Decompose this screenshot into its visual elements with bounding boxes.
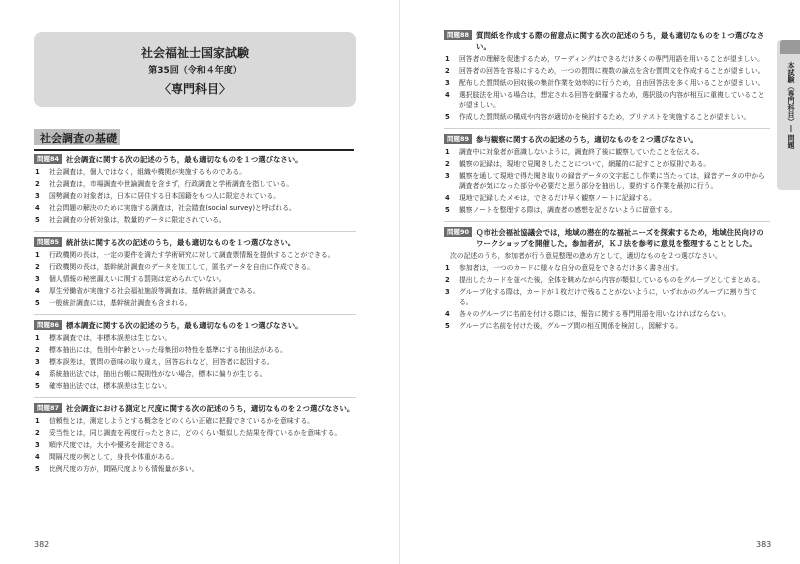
answer-option-number: 3 <box>445 288 450 296</box>
answer-option-number: 3 <box>35 441 40 449</box>
question-header <box>444 30 770 52</box>
answer-option-text: 観察を通して現地で得た聞き取りの録音データの文字起こし作業に当たっては，録音データの中から調査者が気になった部分や必要だと思う部分を抽出し，要約する作業を最初に行う。 <box>459 172 765 190</box>
answer-option <box>34 369 356 379</box>
question-number-badge: 問題90 <box>444 227 472 237</box>
answer-option-number: 3 <box>445 172 450 180</box>
answer-option <box>34 298 356 308</box>
answer-option-text: 社会調査の分析対象は，数量的データに限定されている。 <box>49 216 226 224</box>
answer-option-number: 4 <box>35 287 40 295</box>
answer-option-text: 標本誤差は，質問の意味の取り違え，回答忘れなど，回答者に起因する。 <box>49 358 274 366</box>
answer-option <box>34 262 356 272</box>
answer-option-list <box>34 250 356 308</box>
answer-option-text: 国勢調査の対象者は，日本に居住する日本国籍をもつ人に限定されている。 <box>49 192 281 200</box>
answer-option-list <box>34 416 356 474</box>
answer-option-number: 1 <box>35 251 40 259</box>
question-block <box>444 30 770 122</box>
answer-option <box>34 440 356 450</box>
answer-option <box>444 54 770 64</box>
answer-option-text: 選択肢法を用いる場合は，想定される回答を網羅するため，選択肢の内容が相互に重複していることが望ましい。 <box>459 91 765 109</box>
question-number-badge: 問題88 <box>444 30 472 40</box>
answer-option <box>444 287 770 307</box>
answer-option <box>444 112 770 122</box>
answer-option <box>34 428 356 438</box>
question-separator <box>34 231 356 232</box>
answer-option <box>34 286 356 296</box>
answer-option-text: 妥当性とは，同じ調査を再度行ったときに，どのくらい類似した結果を得ているかを意味する。 <box>49 429 342 437</box>
answer-option <box>444 321 770 331</box>
answer-option-number: 1 <box>445 264 450 272</box>
answer-option-text: 行政機関の長は，基幹統計調査のデータを加工して，匿名データを自由に作成できる。 <box>49 263 314 271</box>
question-text: 参与観察に関する次の記述のうち，適切なものを２つ選びなさい。 <box>476 135 698 144</box>
answer-option-number: 4 <box>35 453 40 461</box>
exam-title-box <box>34 32 356 107</box>
answer-option-number: 4 <box>35 204 40 212</box>
answer-option-number: 4 <box>445 194 450 202</box>
answer-option-text: 間隔尺度の例として，身長や体重がある。 <box>49 453 179 461</box>
answer-option-number: 5 <box>35 299 40 307</box>
question-separator <box>34 397 356 398</box>
answer-option-number: 3 <box>445 79 450 87</box>
question-block <box>34 237 356 308</box>
question-separator <box>34 314 356 315</box>
answer-option <box>34 250 356 260</box>
answer-option-number: 2 <box>35 180 40 188</box>
section-title: 社会調査の基礎 <box>40 132 117 145</box>
answer-option-text: 回答者の理解を促進するため，ワーディングはできるだけ多くの専門用語を用いることが望ましい。 <box>459 55 764 63</box>
answer-option-text: 各々のグループに名前を付ける際には，報告に関する専門用語を用いなければならない。 <box>459 310 731 318</box>
answer-option-number: 4 <box>35 370 40 378</box>
question-header <box>34 320 356 331</box>
section-heading <box>34 127 354 151</box>
answer-option <box>444 66 770 76</box>
answer-option-number: 2 <box>35 429 40 437</box>
right-question-column <box>444 30 770 337</box>
answer-option <box>444 147 770 157</box>
answer-option <box>34 215 356 225</box>
answer-option <box>34 167 356 177</box>
answer-option-number: 5 <box>35 382 40 390</box>
answer-option <box>34 416 356 426</box>
question-text: 統計法に関する次の記述のうち，最も適切なものを１つ選びなさい。 <box>66 238 296 247</box>
answer-option-number: 4 <box>445 310 450 318</box>
answer-option-number: 3 <box>35 358 40 366</box>
answer-option <box>444 159 770 169</box>
right-page <box>400 0 800 564</box>
answer-option-text: 観察ノートを整理する際は，調査者の感想を記さないように留意する。 <box>459 206 677 214</box>
question-header <box>444 227 770 249</box>
answer-option <box>444 275 770 285</box>
answer-option-number: 5 <box>445 322 450 330</box>
answer-option <box>444 193 770 203</box>
answer-option-number: 1 <box>35 168 40 176</box>
question-number-badge: 問題87 <box>34 403 62 413</box>
answer-option <box>34 345 356 355</box>
answer-option-text: 作成した質問紙の構成や内容が適切かを検討するため，プリテストを実施することが望ましい。 <box>459 113 751 121</box>
question-block <box>34 320 356 391</box>
answer-option <box>34 179 356 189</box>
answer-option-text: グループに名前を付けた後，グループ間の相互関係を検討し，図解する。 <box>459 322 683 330</box>
question-number-badge: 問題84 <box>34 154 62 164</box>
question-block <box>444 227 770 331</box>
left-question-column <box>34 154 356 480</box>
answer-option-text: 配布した質問紙の回収後の集計作業を効率的に行うため，自由回答法を多く用いることが望ましい。 <box>459 79 765 87</box>
question-text: 社会調査に関する次の記述のうち，最も適切なものを１つ選びなさい。 <box>66 155 303 164</box>
question-instruction: 次の記述のうち，参加者が行う意見整理の進め方として，適切なものを２つ選びなさい。 <box>450 252 722 260</box>
answer-option-text: 確率抽出法では，標本誤差は生じない。 <box>49 382 172 390</box>
answer-option-number: 2 <box>35 263 40 271</box>
answer-option-number: 1 <box>35 417 40 425</box>
exam-title: 社会福祉士国家試験 <box>140 46 249 60</box>
question-header <box>34 154 356 165</box>
answer-option-text: 個人情報の秘密漏えいに関する罰則は定められていない。 <box>49 275 226 283</box>
exam-subject: 〈専門科目〉 <box>158 82 231 96</box>
answer-option <box>444 205 770 215</box>
answer-option-text: グループ化する際は，カードが１枚だけで残ることがないように，いずれかのグループに割り当てる。 <box>459 288 757 306</box>
answer-option-text: 標本抽出には，性別や年齢といった母集団の特性を基準にする抽出法がある。 <box>49 346 287 354</box>
answer-option-number: 5 <box>445 206 450 214</box>
answer-option-text: 標本調査では，非標本誤差は生じない。 <box>49 334 172 342</box>
answer-option-number: 5 <box>35 216 40 224</box>
question-separator <box>444 128 770 129</box>
answer-option <box>444 90 770 110</box>
answer-option-text: 社会調査は，個人ではなく，組織や機関が実施するものである。 <box>49 168 246 176</box>
chapter-side-tab-marker <box>780 40 800 54</box>
question-number-badge: 問題89 <box>444 134 472 144</box>
question-header <box>34 403 356 414</box>
answer-option-text: 現地で記録したメモは，できるだけ早く観察ノートに記録する。 <box>459 194 656 202</box>
answer-option-text: 提出したカードを並べた後，全体を眺めながら内容が類似しているものをグループとしてまとめる。 <box>459 276 765 284</box>
question-number-badge: 問題86 <box>34 320 62 330</box>
answer-option-number: 2 <box>445 67 450 75</box>
answer-option-text: 調査中に対象者が意識しないように，調査終了後に観察していたことを伝える。 <box>459 148 704 156</box>
answer-option <box>34 452 356 462</box>
answer-option-text: 系統抽出法では，抽出台帳に規則性がない場合，標本に偏りが生じる。 <box>49 370 267 378</box>
answer-option-list <box>34 333 356 391</box>
question-number-badge: 問題85 <box>34 237 62 247</box>
answer-option-text: 厚生労働省が実施する社会福祉施設等調査は，基幹統計調査である。 <box>49 287 260 295</box>
answer-option-text: 順序尺度では，大小や優劣を測定できる。 <box>49 441 179 449</box>
answer-option-text: 観察の記録は，現地で見聞きしたことについて，網羅的に記すことが原則である。 <box>459 160 711 168</box>
question-separator <box>444 221 770 222</box>
chapter-side-tab-label: 本試験（専門科目）― 問題 <box>787 62 795 149</box>
answer-option-text: 社会調査は，市場調査や世論調査を含まず，行政調査と学術調査を指している。 <box>49 180 294 188</box>
answer-option <box>34 381 356 391</box>
question-text: 社会調査における測定と尺度に関する次の記述のうち，適切なものを２つ選びなさい。 <box>66 404 355 413</box>
answer-option <box>34 274 356 284</box>
answer-option <box>444 309 770 319</box>
answer-option <box>34 333 356 343</box>
answer-option-text: 参加者は，一つのカードに様々な自分の意見をできるだけ多く書き出す。 <box>459 264 683 272</box>
answer-option-number: 5 <box>445 113 450 121</box>
question-block <box>444 134 770 215</box>
answer-option-number: 3 <box>35 275 40 283</box>
answer-option-text: 一般統計調査には，基幹統計調査も含まれる。 <box>49 299 192 307</box>
question-block <box>34 154 356 225</box>
answer-option-number: 1 <box>445 55 450 63</box>
answer-option-list <box>444 263 770 331</box>
question-text: 質問紙を作成する際の留意点に関する次の記述のうち，最も適切なものを１つ選びなさい。 <box>476 31 765 51</box>
question-header <box>34 237 356 248</box>
answer-option-number: 2 <box>445 160 450 168</box>
answer-option-number: 4 <box>445 91 450 99</box>
answer-option <box>444 263 770 273</box>
answer-option-text: 比例尺度の方が，間隔尺度よりも情報量が多い。 <box>49 465 199 473</box>
answer-option-number: 2 <box>445 276 450 284</box>
question-header <box>444 134 770 145</box>
answer-option <box>34 203 356 213</box>
answer-option-number: 1 <box>35 334 40 342</box>
answer-option-text: 信頼性とは，測定しようとする概念をどのくらい正確に把握できているかを意味する。 <box>49 417 315 425</box>
question-block <box>34 403 356 474</box>
page-number-right: 383 <box>756 540 772 549</box>
answer-option <box>444 78 770 88</box>
answer-option <box>444 171 770 191</box>
answer-option-number: 1 <box>445 148 450 156</box>
answer-option-text: 行政機関の長は，一定の要件を満たす学術研究に対して調査票情報を提供することができる。 <box>49 251 335 259</box>
answer-option <box>34 191 356 201</box>
answer-option-text: 社会問題の解決のために実施する調査は，社会踏査(social survey)と呼ばれる。 <box>49 204 296 212</box>
answer-option <box>34 464 356 474</box>
answer-option-list <box>444 54 770 122</box>
exam-session: 第35回（令和４年度） <box>148 66 242 76</box>
answer-option <box>34 357 356 367</box>
answer-option-number: 3 <box>35 192 40 200</box>
answer-option-list <box>444 147 770 215</box>
answer-option-list <box>34 167 356 225</box>
question-text: 標本調査に関する次の記述のうち，最も適切なものを１つ選びなさい。 <box>66 321 303 330</box>
page-number-left: 382 <box>34 540 50 549</box>
question-text: Ｑ市社会福祉協議会では，地域の潜在的な福祉ニーズを探索するため，地域住民向けのワークショップを開催した。参加者が，ＫＪ法を参考に意見を整理することとした。 <box>476 228 764 248</box>
answer-option-number: 5 <box>35 465 40 473</box>
answer-option-text: 回答者の回答を容易にするため，一つの質問に複数の論点を含む質問文を作成することが望ましい。 <box>459 67 765 75</box>
answer-option-number: 2 <box>35 346 40 354</box>
